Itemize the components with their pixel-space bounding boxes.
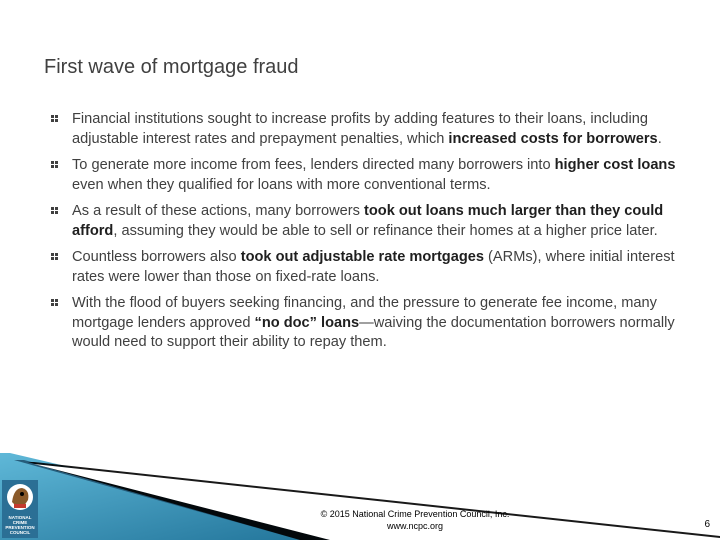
bullet-text bbox=[72, 202, 688, 241]
bullet-emphasis: higher cost loans bbox=[554, 157, 676, 173]
website-link[interactable]: www.ncpc.org bbox=[386, 521, 444, 531]
bullet-text-segment: With the flood of buyers seeking financing, and the pressure to generate fee income, many mortgage lenders approved bbox=[72, 295, 657, 331]
bullet-emphasis: increased costs for borrowers bbox=[448, 130, 658, 147]
page-number: 6 bbox=[704, 519, 710, 530]
bullet-text bbox=[72, 110, 688, 149]
bullet-item bbox=[48, 294, 688, 353]
bullet-text-segment: . bbox=[657, 130, 662, 147]
bullet-list bbox=[48, 110, 688, 360]
bullet-text-segment: To generate more income from fees, lenders directed many borrowers into bbox=[72, 157, 555, 173]
square-bullet-icon bbox=[50, 159, 60, 171]
bullet-item bbox=[48, 248, 688, 287]
bullet-item bbox=[48, 202, 688, 241]
square-bullet-icon bbox=[50, 251, 60, 263]
bullet-text bbox=[72, 156, 688, 195]
bullet-text bbox=[72, 248, 688, 287]
copyright-line: © 2015 National Crime Prevention Council, Inc. bbox=[320, 509, 510, 519]
bullet-text-segment: even when they qualified for loans with more conventional terms. bbox=[72, 176, 491, 193]
bullet-emphasis: took out adjustable rate mortgages bbox=[240, 249, 484, 265]
bullet-item bbox=[48, 110, 688, 149]
bullet-text-segment: Financial institutions sought to increase profits by adding features to their loans, including adjustable interest rates and prepayment penalties, which bbox=[72, 111, 648, 147]
slide-title: First wave of mortgage fraud bbox=[44, 56, 299, 78]
bullet-emphasis: “no doc” loans bbox=[254, 314, 360, 331]
bullet-text-segment: —waiving the documentation borrowers normally would need to support their ability to repay them. bbox=[72, 314, 675, 350]
bullet-text-segment: Countless borrowers also bbox=[72, 249, 241, 265]
bullet-emphasis: took out loans much larger than they could afford bbox=[72, 203, 664, 239]
square-bullet-icon bbox=[50, 205, 60, 217]
bullet-text bbox=[72, 294, 688, 353]
square-bullet-icon bbox=[50, 113, 60, 125]
bullet-item bbox=[48, 156, 688, 195]
square-bullet-icon bbox=[50, 297, 60, 309]
ncpc-logo-text: NATIONAL CRIME PREVENTION COUNCIL bbox=[5, 515, 35, 535]
copyright bbox=[250, 508, 580, 532]
bullet-text-segment: (ARMs), where initial interest rates were lower than those on fixed-rate loans. bbox=[72, 249, 675, 285]
bullet-text-segment: , assuming they would be able to sell or refinance their homes at a higher price later. bbox=[113, 222, 658, 239]
bullet-text-segment: As a result of these actions, many borrowers bbox=[72, 203, 365, 219]
